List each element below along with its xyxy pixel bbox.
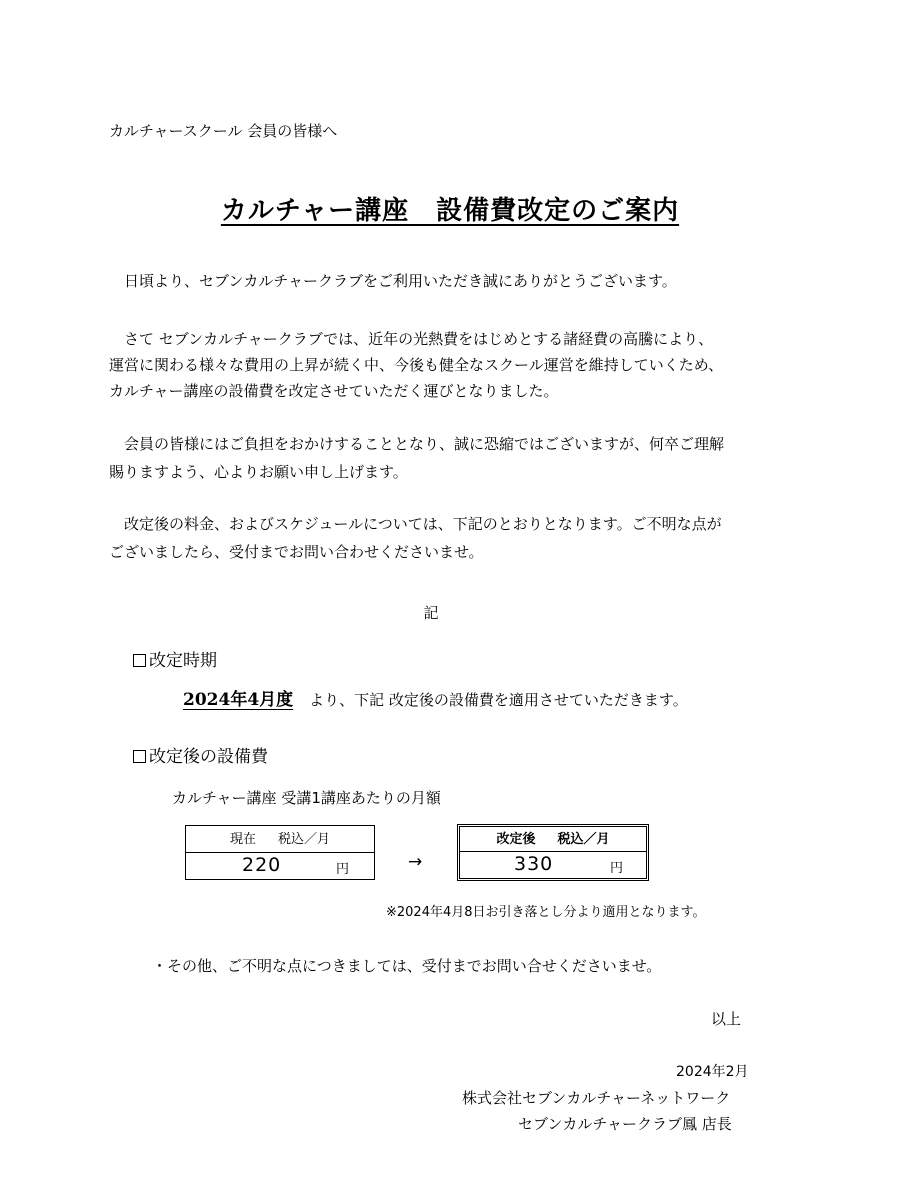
reason-line-1: さて セブンカルチャークラブでは、近年の光熱費をはじめとする諸経費の高騰により、	[109, 330, 714, 348]
schedule-line-2: ございましたら、受付までお問い合わせくださいませ。	[109, 543, 484, 561]
checkbox-icon	[133, 654, 146, 667]
apology-line-2: 賜りますよう、心よりお願い申し上げます。	[109, 463, 408, 481]
schedule-line-1: 改定後の料金、およびスケジュールについては、下記のとおりとなります。ご不明な点が	[109, 515, 722, 533]
addressee: カルチャースクール 会員の皆様へ	[109, 122, 338, 140]
document-title: カルチャー講座 設備費改定のご案内	[220, 196, 680, 226]
period-text: より、下記 改定後の設備費を適用させていただきます。	[309, 691, 688, 709]
arrow-icon: →	[408, 852, 423, 872]
revised-fee-body	[460, 852, 646, 879]
revised-fee-label: 改定後	[496, 832, 536, 847]
current-fee-box	[185, 825, 375, 880]
greeting-paragraph: 日頃より、セブンカルチャークラブをご利用いただき誠にありがとうございます。	[109, 272, 677, 290]
closing-mark: 以上	[711, 1010, 742, 1028]
company-name: 株式会社セブンカルチャーネットワーク	[462, 1089, 731, 1107]
current-fee-body	[186, 853, 374, 880]
current-fee-unit: 円	[336, 862, 350, 877]
section-fee-heading	[133, 742, 268, 767]
revised-fee-header	[460, 827, 646, 852]
reason-paragraph	[109, 326, 723, 404]
apology-paragraph	[109, 430, 724, 486]
section-period-heading	[133, 646, 217, 671]
period-line	[183, 688, 688, 714]
application-note: ※2024年4月8日お引き落とし分より適用となります。	[386, 905, 706, 920]
apology-line-1: 会員の皆様にはご負担をおかけすることとなり、誠に恐縮ではございますが、何卒ご理解	[109, 435, 725, 453]
period-date: 2024年4月度	[183, 690, 294, 710]
section-period-label: 改定時期	[149, 651, 217, 671]
revised-fee-unit: 円	[610, 861, 624, 876]
current-fee-label: 現在	[229, 832, 256, 847]
reason-line-3: カルチャー講座の設備費を改定させていただく運びとなりました。	[109, 382, 559, 400]
section-fee-label: 改定後の設備費	[149, 747, 268, 767]
revised-fee-amount: 330	[514, 853, 554, 875]
checkbox-icon	[133, 750, 146, 763]
revised-fee-box	[457, 824, 649, 881]
store-manager: セブンカルチャークラブ鳳 店長	[518, 1115, 732, 1133]
current-fee-amount: 220	[242, 854, 282, 876]
ki-marker: 記	[423, 604, 439, 622]
current-fee-header	[186, 826, 374, 853]
fee-description: カルチャー講座 受講1講座あたりの月額	[172, 789, 441, 807]
current-fee-tax: 税込／月	[278, 832, 331, 847]
other-inquiries: ・その他、ご不明な点につきましては、受付までお問い合せくださいませ。	[152, 957, 662, 975]
reason-line-2: 運営に関わる様々な費用の上昇が続く中、今後も健全なスクール運営を維持していくため、	[109, 356, 724, 374]
schedule-paragraph	[109, 510, 722, 566]
issue-date: 2024年2月	[676, 1064, 749, 1080]
revised-fee-tax: 税込／月	[557, 832, 610, 847]
